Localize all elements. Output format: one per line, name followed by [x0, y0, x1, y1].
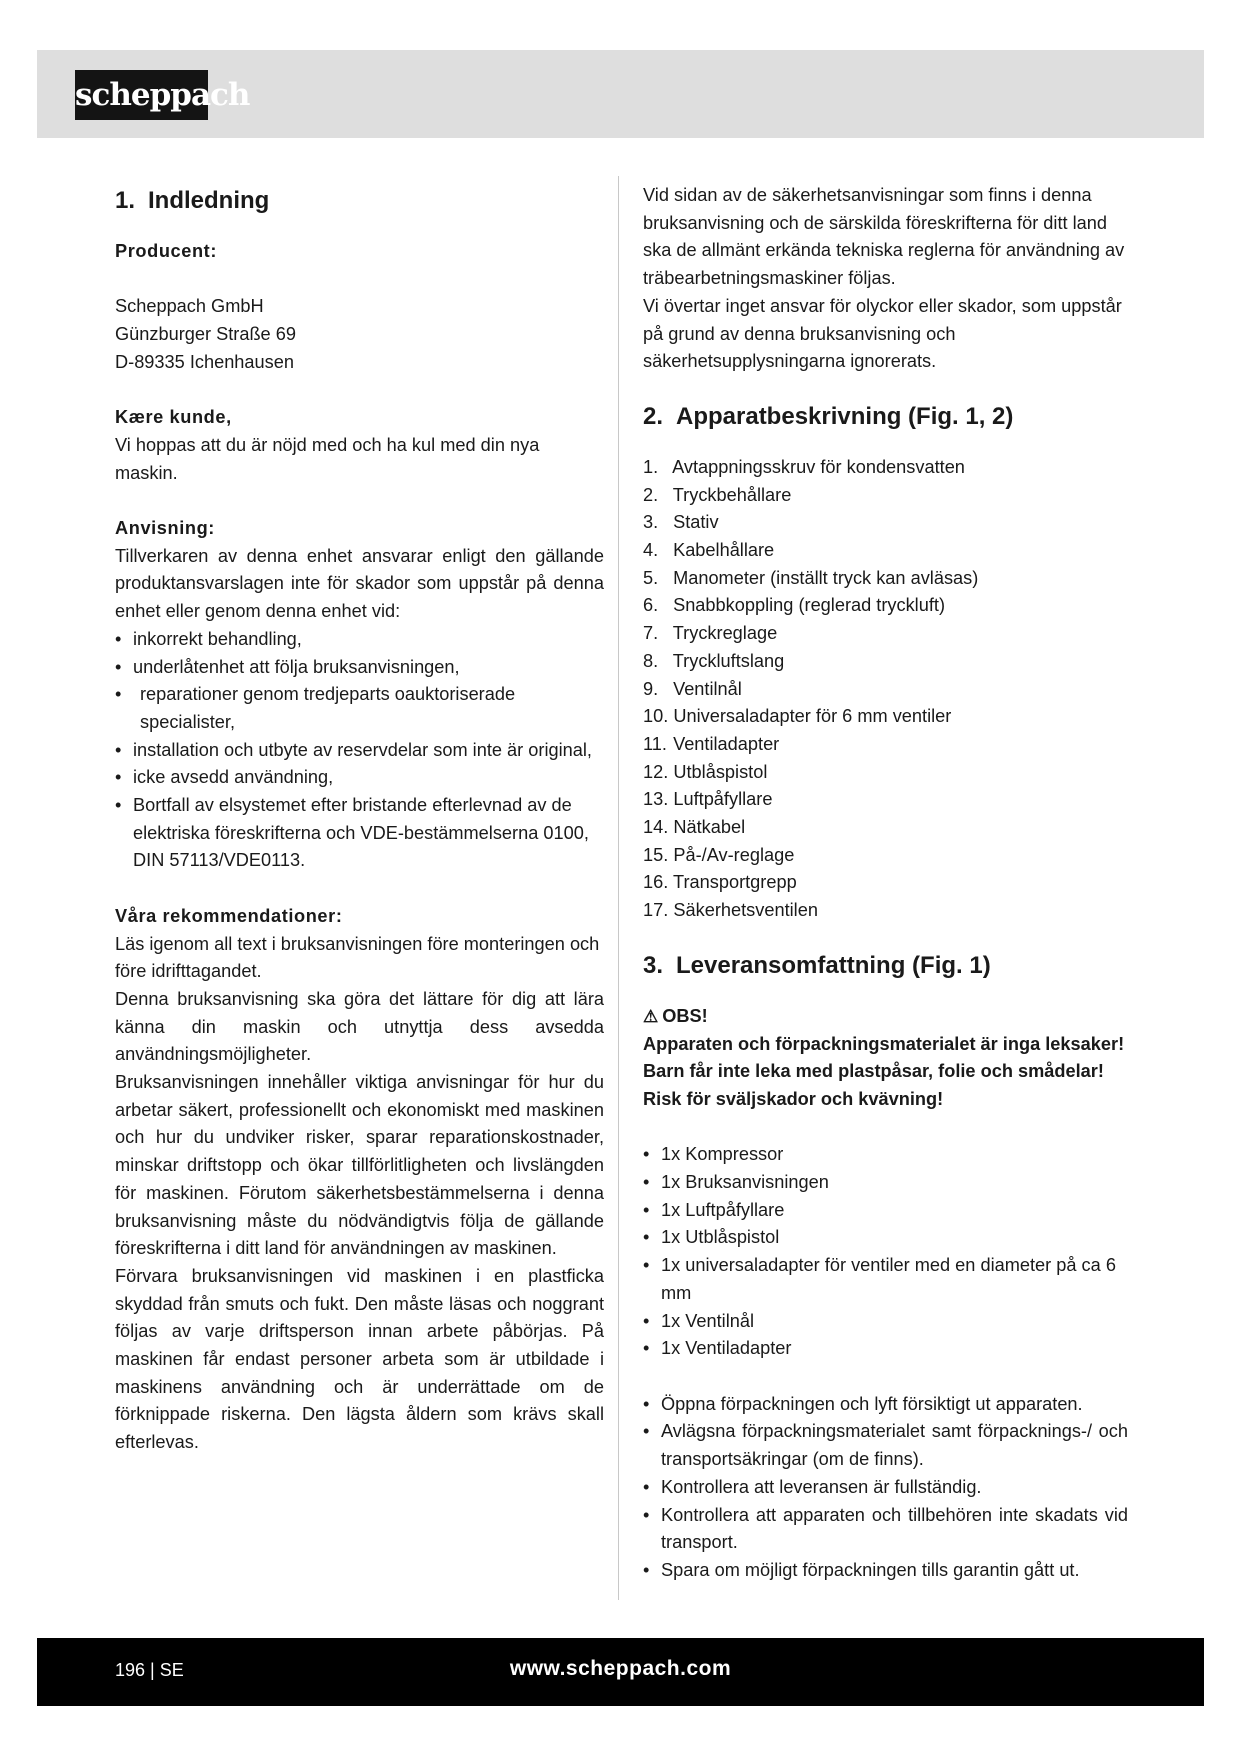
left-column [115, 182, 604, 1457]
address-line: Günzburger Straße 69 [115, 324, 296, 345]
warning-heading: ⚠ OBS! [643, 1005, 708, 1026]
list-item: • installation och utbyte av reservdelar som inte är original, [115, 737, 604, 765]
parts-list [643, 454, 1128, 925]
list-item: • 1x Utblåspistol [643, 1224, 1128, 1252]
producer-label: Producent: [115, 241, 217, 261]
website-link[interactable]: www.scheppach.com [509, 1657, 732, 1680]
warning-icon: ⚠ [643, 1006, 659, 1026]
list-item: • underlåtenhet att följa bruksanvisningen, [115, 654, 604, 682]
column-divider [618, 176, 619, 1600]
list-item: 4. Kabelhållare [643, 540, 775, 561]
recommendations-label: Våra rekommendationer: [115, 905, 343, 926]
notice-text: Tillverkaren av denna enhet ansvarar enligt den gällande produktansvarslagen inte för skador som uppstår på denna enhet eller genom denna enhet vid: [115, 545, 604, 622]
notice-label: Anvisning: [115, 517, 215, 538]
address-line: Scheppach GmbH [115, 296, 264, 317]
list-item: • Avlägsna förpackningsmaterialet samt förpacknings-/ och transportsäkringar (om de finns). [643, 1418, 1128, 1473]
list-item: • reparationer genom tredjeparts oauktoriserade specialister, [115, 681, 604, 736]
notice-list [115, 626, 604, 875]
list-item: 16. Transportgrepp [643, 872, 797, 893]
greeting-text: Vi hoppas att du är nöjd med och ha kul med din nya maskin. [115, 434, 540, 483]
right-column [643, 182, 1128, 1585]
list-item: • 1x Ventiladapter [643, 1335, 1128, 1363]
scope-list [643, 1141, 1128, 1363]
list-item: • Öppna förpackningen och lyft försiktigt ut apparaten. [643, 1391, 1128, 1419]
recommendation-paragraph: Förvara bruksanvisningen vid maskinen i en plastficka skyddad från smuts och fukt. Den måste läsas och noggrant följas av varje driftsperson innan arbete påbörjas. På maskinen får endast personer arbeta som är utbildade i maskinens användning och är underrättade om de förknippade riskerna. Den lägsta åldern som krävs skall efterlevas. [115, 1265, 604, 1453]
list-item: 2. Tryckbehållare [643, 484, 792, 505]
list-item: • icke avsedd användning, [115, 764, 604, 792]
list-item: 10. Universaladapter för 6 mm ventiler [643, 706, 952, 727]
list-item: • 1x Ventilnål [643, 1308, 1128, 1336]
list-item: • Kontrollera att apparaten och tillbehören inte skadats vid transport. [643, 1502, 1128, 1557]
unpacking-list [643, 1391, 1128, 1585]
list-item: • Bortfall av elsystemet efter bristande efterlevnad av de elektriska föreskrifterna och VDE-bestämmelserna 0100, DIN 57113/VDE0113. [115, 792, 604, 875]
list-item: • 1x Luftpåfyllare [643, 1197, 1128, 1225]
recommendation-paragraph: Denna bruksanvisning ska göra det lättare för dig att lära känna din maskin och utnyttja dess avsedda användningsmöjligheter. [115, 988, 604, 1065]
greeting-label: Kære kunde, [115, 407, 232, 428]
recommendation-paragraph: Läs igenom all text i bruksanvisningen före monteringen och före idrifttagandet. [115, 933, 600, 982]
list-item: • Kontrollera att leveransen är fullständig. [643, 1474, 1128, 1502]
list-item: 11. Ventiladapter [643, 733, 780, 754]
list-item: 13. Luftpåfyllare [643, 789, 773, 810]
list-item: 3. Stativ [643, 512, 719, 533]
page-number: 196 | SE [115, 1660, 184, 1680]
list-item: 15. På-/Av-reglage [643, 844, 795, 865]
list-item: • 1x universaladapter för ventiler med en diameter på ca 6 mm [643, 1252, 1128, 1307]
list-item: • 1x Kompressor [643, 1141, 1128, 1169]
list-item: 12. Utblåspistol [643, 761, 768, 782]
list-item: 9. Ventilnål [643, 678, 742, 699]
section-2-heading: 2. Apparatbeskrivning (Fig. 1, 2) [643, 402, 1014, 430]
section-1-heading: 1. Indledning [115, 187, 270, 214]
list-item: 14. Nätkabel [643, 817, 746, 838]
recommendation-paragraph: Bruksanvisningen innehåller viktiga anvisningar för hur du arbetar säkert, professionellt och ekonomiskt med maskinen och hur du undviker risker, sparar reparationskostnader, minskar driftstopp och ökar tillförlitligheten och livslängden för maskinen. Förutom säkerhetsbestämmelserna i denna bruksanvisning måste du nödvändigtvis följa de gällande föreskrifterna i ditt land för användningen av maskinen. [115, 1072, 604, 1259]
list-item: 7. Tryckreglage [643, 623, 778, 644]
list-item: 8. Tryckluftslang [643, 650, 785, 671]
warning-text: Apparaten och förpackningsmaterialet är inga leksaker! Barn får inte leka med plastpåsar, folie och smådelar! Risk för sväljskador och kvävning! [643, 1033, 1125, 1109]
liability-paragraph: Vi övertar inget ansvar för olyckor eller skador, som uppstår på grund av denna bruksanvisning och säkerhetsupplysningarna ignorerats. [643, 295, 1122, 372]
list-item: • 1x Bruksanvisningen [643, 1169, 1128, 1197]
footer-bar [37, 1638, 1204, 1706]
brand-logo: scheppach [75, 70, 208, 120]
list-item: 6. Snabbkoppling (reglerad tryckluft) [643, 595, 946, 616]
intro-paragraph: Vid sidan av de säkerhetsanvisningar som finns i denna bruksanvisning och de särskilda föreskrifterna för ditt land ska de allmänt erkända tekniska reglerna för användning av träbearbetningsmaskiner följas. [643, 185, 1125, 289]
section-3-heading: 3. Leveransomfattning (Fig. 1) [643, 951, 991, 979]
address-line: D-89335 Ichenhausen [115, 351, 294, 372]
list-item: • Spara om möjligt förpackningen tills garantin gått ut. [643, 1557, 1128, 1585]
list-item: 17. Säkerhetsventilen [643, 900, 818, 921]
list-item: • inkorrekt behandling, [115, 626, 604, 654]
list-item: 1. Avtappningsskruv för kondensvatten [643, 456, 965, 477]
list-item: 5. Manometer (inställt tryck kan avläsas) [643, 567, 979, 588]
